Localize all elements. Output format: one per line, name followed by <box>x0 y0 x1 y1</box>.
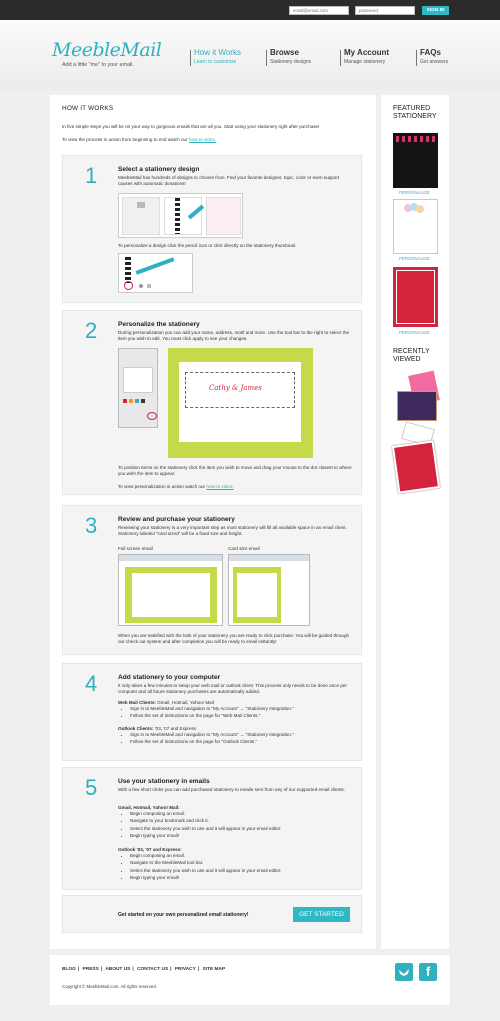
tagline: Add a little "me" to your email. <box>62 62 134 68</box>
footer <box>50 955 450 1005</box>
step-number: 5 <box>85 775 98 800</box>
full-screen-preview <box>118 554 223 626</box>
step-5 <box>62 767 362 890</box>
label-card-size: Card size email <box>228 546 260 551</box>
featured-card-2[interactable] <box>393 199 438 254</box>
separator: | <box>132 967 134 972</box>
heart-icon[interactable] <box>139 284 143 288</box>
step-title: Add stationery to your computer <box>118 674 221 681</box>
separator: | <box>197 967 200 972</box>
list-item: • Begin typing your email! <box>130 875 353 881</box>
get-started-button[interactable]: GET STARTED <box>293 907 350 922</box>
site-header <box>0 20 500 90</box>
intro-video-text <box>62 137 368 143</box>
nav-title: How it Works <box>194 48 241 57</box>
web-mail-heading: Web Mail Clients: <box>118 700 156 705</box>
footer-link-press[interactable]: PRESS <box>82 967 99 972</box>
separator: | <box>170 967 172 972</box>
nav-browse[interactable] <box>270 48 311 66</box>
get-started-panel <box>62 895 362 933</box>
outlook-clients: '03, '07 and Express <box>154 726 197 731</box>
footer-link-privacy[interactable]: PRIVACY <box>174 967 196 972</box>
footer-link-contact[interactable]: CONTACT US <box>137 967 169 972</box>
thumbnail-pink[interactable] <box>206 197 241 235</box>
list-item: • Navigate to the MeebleMail tool bar. <box>130 860 353 866</box>
edit-thumbnail-example <box>118 253 193 293</box>
thumbnail-pattern[interactable] <box>164 197 202 235</box>
featured-title: FEATURED STATIONERY <box>393 105 437 121</box>
step-4 <box>62 663 362 761</box>
cta-text: Get started on your own personalized email stationery! <box>118 912 249 918</box>
list-item: • Follow the set of instructions on the page for "Web Mail Clients." <box>130 713 353 719</box>
recent-item[interactable] <box>392 440 440 493</box>
toolbar-panel <box>118 348 158 428</box>
stationery-thumbnails <box>118 193 243 238</box>
personalization-video-link[interactable]: how-to video. <box>206 484 234 489</box>
step-title: Review and purchase your stationery <box>118 516 235 523</box>
nav-faqs[interactable] <box>420 48 448 66</box>
list-item: • Select the stationery you wish to use and it will appear in your email editor. <box>130 826 353 832</box>
how-to-video-link[interactable]: how-to video. <box>188 137 217 142</box>
list-item: • Navigate to your bookmark and click it. <box>130 818 353 824</box>
recent-title: RECENTLY VIEWED <box>393 348 430 364</box>
footer-link-sitemap[interactable]: SITE MAP <box>202 967 226 972</box>
label-full-screen: Full screen email <box>118 546 153 551</box>
step-number: 1 <box>85 163 98 188</box>
personalize-link[interactable]: PERSONALIZE <box>399 256 430 261</box>
nav-subtitle: Manage stationery <box>344 59 386 66</box>
step-number: 4 <box>85 671 98 696</box>
step-number: 3 <box>85 513 98 538</box>
list-item: • Begin composing an email. <box>130 853 353 859</box>
footer-link-blog[interactable]: BLOG <box>62 967 76 972</box>
outlook-usage-heading: Outlook '03, '07 and Express: <box>118 847 182 852</box>
nav-divider <box>416 50 417 66</box>
nav-title: My Account <box>344 48 390 57</box>
separator: | <box>77 967 80 972</box>
featured-card-1[interactable] <box>393 133 438 188</box>
web-mail-section <box>118 700 353 721</box>
step-video-text <box>118 484 353 490</box>
step-text: During personalization you can add your name, address, motif and more. Use the tool bar to the right to select the item you wish to edit. You must click apply to see your changes. <box>118 330 350 341</box>
nav-subtitle: Get answers <box>420 59 449 66</box>
nav-divider <box>266 50 267 66</box>
info-icon[interactable] <box>147 284 151 288</box>
list-item: • Begin composing an email. <box>130 811 353 817</box>
webmail-usage-section <box>118 805 353 841</box>
step-text: MeebleMail has hundreds of designs to choose from. Find your favorite designer, topic, color or even support causes with automatic donations! <box>118 175 340 186</box>
webmail-usage-heading: Gmail, Hotmail, Yahoo! Mail: <box>118 805 180 810</box>
step-1 <box>62 155 362 303</box>
separator: | <box>100 967 103 972</box>
copyright: Copyright © MeebleMail.com. All rights reserved. <box>62 984 157 989</box>
stationery-preview <box>168 348 313 458</box>
nav-subtitle: Stationery designs <box>270 59 312 66</box>
step-video-pre: To view personalization in action watch our <box>118 484 206 489</box>
step-title: Personalize the stationery <box>118 321 200 328</box>
list-item: • Follow the set of instructions on the page for "Outlook Clients." <box>130 739 353 745</box>
step-text: With a few short clicks you can add purchased stationery to emails sent from any of our supported email clients. <box>118 787 345 792</box>
list-item: • Select the stationery you wish to use and it will appear in your email editor. <box>130 868 353 874</box>
email-input[interactable] <box>289 6 349 15</box>
twitter-icon[interactable] <box>395 963 413 981</box>
web-mail-clients: Gmail, Hotmail, Yahoo! Mail <box>157 700 214 705</box>
nav-divider <box>190 50 191 66</box>
nav-title: FAQs <box>420 48 441 57</box>
nav-how-it-works[interactable] <box>194 48 241 66</box>
nav-title: Browse <box>270 48 299 57</box>
sign-in-button[interactable]: SIGN IN <box>422 6 449 15</box>
step-caption: When you are satisfied with the look of your stationery you are ready to click purchase. You will be guided through our check out system and after completion you will be ready to email instantly! <box>118 633 350 644</box>
step-3 <box>62 505 362 655</box>
password-input[interactable] <box>355 6 415 15</box>
top-bar <box>0 0 500 20</box>
list-item: • Begin typing your email! <box>130 833 353 839</box>
outlook-heading: Outlook Clients: <box>118 726 154 731</box>
step-caption: To position items on the stationery click the item you wish to move and drag your mouse to the dot closest to where you wish the item to appear. <box>118 465 352 476</box>
pencil-icon[interactable] <box>124 281 133 290</box>
step-title: Use your stationery in emails <box>118 778 210 785</box>
step-number: 2 <box>85 318 98 343</box>
featured-card-3[interactable] <box>393 267 438 327</box>
list-item: • Sign in to MeebleMail and navigation to "My Account" → "Stationery Integration." <box>130 706 353 712</box>
intro-video-pre: To view the process in action from beginning to end watch our <box>62 137 188 142</box>
step-2 <box>62 310 362 495</box>
sidebar <box>381 95 449 949</box>
outlook-usage-section <box>118 847 353 883</box>
list-item: • Sign in to MeebleMail and navigation to "My Account" → "Stationery Integration." <box>130 732 353 738</box>
nav-divider <box>340 50 341 66</box>
stationery-name[interactable]: Cathy & James <box>209 384 262 392</box>
step-text: It only takes a few minutes to setup your web mail or outlook client. This process only needs to be done once per computer and all future stationery purchases are automatically added. <box>118 683 347 694</box>
nav-subtitle: Learn to customize <box>194 59 237 66</box>
outlook-section <box>118 726 353 747</box>
intro-text: In five simple steps you will be on your way to gorgeous emails that are all you. Start using your stationery right after purchase! <box>62 124 320 129</box>
facebook-icon[interactable]: f <box>419 963 437 981</box>
main-content <box>50 95 376 949</box>
apply-button[interactable] <box>147 412 157 420</box>
nav-my-account[interactable] <box>344 48 389 66</box>
footer-link-about[interactable]: ABOUT US <box>105 967 131 972</box>
personalize-link[interactable]: PERSONALIZE <box>399 190 430 195</box>
footer-links <box>62 967 227 973</box>
step-text: Reviewing your stationery is a very important step as most stationery will fill all available space in an email client. Stationery labeled "card sized" will be a fixed size and height. <box>118 525 347 536</box>
logo[interactable]: MeebleMail <box>52 39 162 61</box>
card-size-preview <box>228 554 310 626</box>
personalize-link[interactable]: PERSONALIZE <box>399 330 430 335</box>
page-title: HOW IT WORKS <box>62 105 114 112</box>
step-title: Select a stationery design <box>118 166 200 173</box>
step-caption: To personalize a design click the pencil icon or click directly on the stationery thumbnail. <box>118 243 297 248</box>
recent-item[interactable] <box>397 391 437 421</box>
thumbnail-plain[interactable] <box>122 197 160 235</box>
